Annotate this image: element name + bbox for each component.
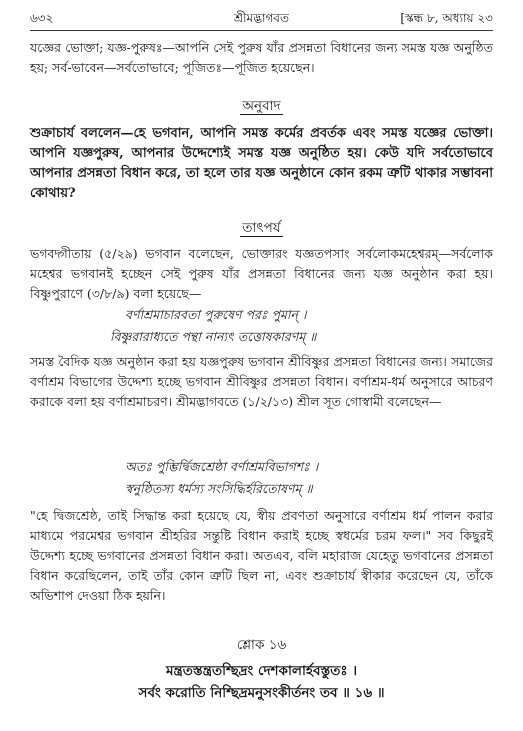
purport-paragraph-3: "হে দ্বিজশ্রেষ্ঠ, তাই সিদ্ধান্ত করা হয়েছে যে, স্বীয় প্রবণতা অনুসারে বর্ণাশ্রম ধর্ম পালন করার মাধ্যমে পরমেশ্বর ভগবান শ্রীহরির সন্তুষ্টি বিধান করাই হচ্ছে স্বধর্মের চরম ফল।" সব কিছুরই উদ্দেশ্য হচ্ছে ভগবানের প্রসন্নতা বিধান করা। অতএব, বলি মহারাজ যেহেতু ভগবানের প্রসন্নতা বিধান করেছিলেন, তাই তাঁর কোন ত্রুটি ছিল না, এবং শুক্রাচার্য স্বীকার করেছেন যে, তাঁকে অভিশাপ দেওয়া ঠিক হয়নি।: [30, 508, 493, 603]
shloka-verse: [30, 660, 493, 704]
verse-1-line-2: বিষ্ণুরারাধ্যতে পন্থা নান্যৎ তত্তোষকারণম্ ॥: [110, 329, 317, 344]
verse-quote-1: [110, 304, 465, 348]
synonyms-block: [30, 38, 493, 78]
book-page: [30, 0, 493, 731]
verse-quote-2: [125, 456, 465, 500]
shloka-line-2: সর্বং করোতি নিশ্ছিদ্রমনুসংকীর্তনং তব ॥ ১৬ ॥: [138, 685, 385, 701]
header-rule: [30, 30, 493, 31]
purport-paragraph-2: সমস্ত বৈদিক যজ্ঞ অনুষ্ঠান করা হয় যজ্ঞপুরুষ ভগবান শ্রীবিষ্ণুর প্রসন্নতা বিধানের জন্য। সমাজের বর্ণাশ্রম বিভাগের উদ্দেশ্য হচ্ছে ভগবান শ্রীবিষ্ণুর প্রসন্নতা বিধান। বর্ণাশ্রম-ধর্ম অনুসারে আচরণ করাকে বলা হয় বর্ণাশ্রমাচরণ। শ্রীমদ্ভাগবতে (১/২/১৩) শ্রীল সূত গোস্বামী বলেছেন—: [30, 354, 493, 409]
page-number: ৬৩২: [30, 11, 54, 25]
translation-heading: অনুবাদ: [242, 98, 281, 114]
translation-text: শুক্রাচার্য বললেন—হে ভগবান, আপনি সমস্ত কর্মের প্রবর্তক এবং সমস্ত যজ্ঞের ভোক্তা। আপনি যজ্ঞপুরুষ, আপনার উদ্দেশ্যেই সমস্ত যজ্ঞ অনুষ্ঠিত হয়। কেউ যদি সর্বতোভাবে আপনার প্রসন্নতা বিধান করে, তা হলে তার যজ্ঞ অনুষ্ঠানে কোন রকম ত্রুটি থাকার সম্ভাবনা কোথায়?: [30, 126, 493, 201]
shloka-heading: শ্লোক ১৬: [236, 637, 287, 653]
book-title: শ্রীমদ্ভাগবত: [233, 11, 289, 25]
verse-1-line-1: বর্ণাশ্রমাচারবতা পুরুষেণ পরঃ পুমান্ ।: [125, 307, 307, 322]
synonyms-text: যজ্ঞের ভোক্তা; যজ্ঞ-পুরুষঃ—আপনি সেই পুরুষ যাঁর প্রসন্নতা বিধানের জন্য সমস্ত যজ্ঞ অনুষ্ঠিত হয়; সর্ব-ভাবেন—সর্বতোভাবে; পূজিতঃ—পূজিত হয়েছেন।: [30, 40, 493, 75]
chapter-reference: [স্কন্ধ ৮, অধ্যায় ২৩: [400, 11, 493, 25]
translation-block: [30, 124, 493, 204]
verse-2-line-2: স্বনুষ্ঠিতস্য ধর্মস্য সংসিদ্ধির্হরিতোষণম্ ॥: [125, 481, 313, 496]
verse-2-line-1: অতঃ পুম্ভির্দ্বিজশ্রেষ্ঠা বর্ণাশ্রমবিভাগশঃ ।: [125, 459, 319, 474]
purport-paragraph-1: ভগবদ্গীতায় (৫/২৯) ভগবান বলেছেন, ভোক্তারং যজ্ঞতপসাং সর্বলোকমহেশ্বরম্—সর্বলোক মহেশ্বর ভগবানই হচ্ছেন সেই পুরুষ যাঁর প্রসন্নতা বিধানের জন্য যজ্ঞ অনুষ্ঠান করা হয়। বিষ্ণুপুরাণে (৩/৮/৯) বলা হয়েছে—: [30, 246, 493, 301]
purport-heading: তাৎপর্য: [242, 220, 281, 236]
page-header: [30, 8, 493, 30]
shloka-line-1: মন্ত্রতস্তন্ত্রতশ্ছিদ্রং দেশকালার্হবস্তুতঃ ।: [165, 663, 358, 679]
